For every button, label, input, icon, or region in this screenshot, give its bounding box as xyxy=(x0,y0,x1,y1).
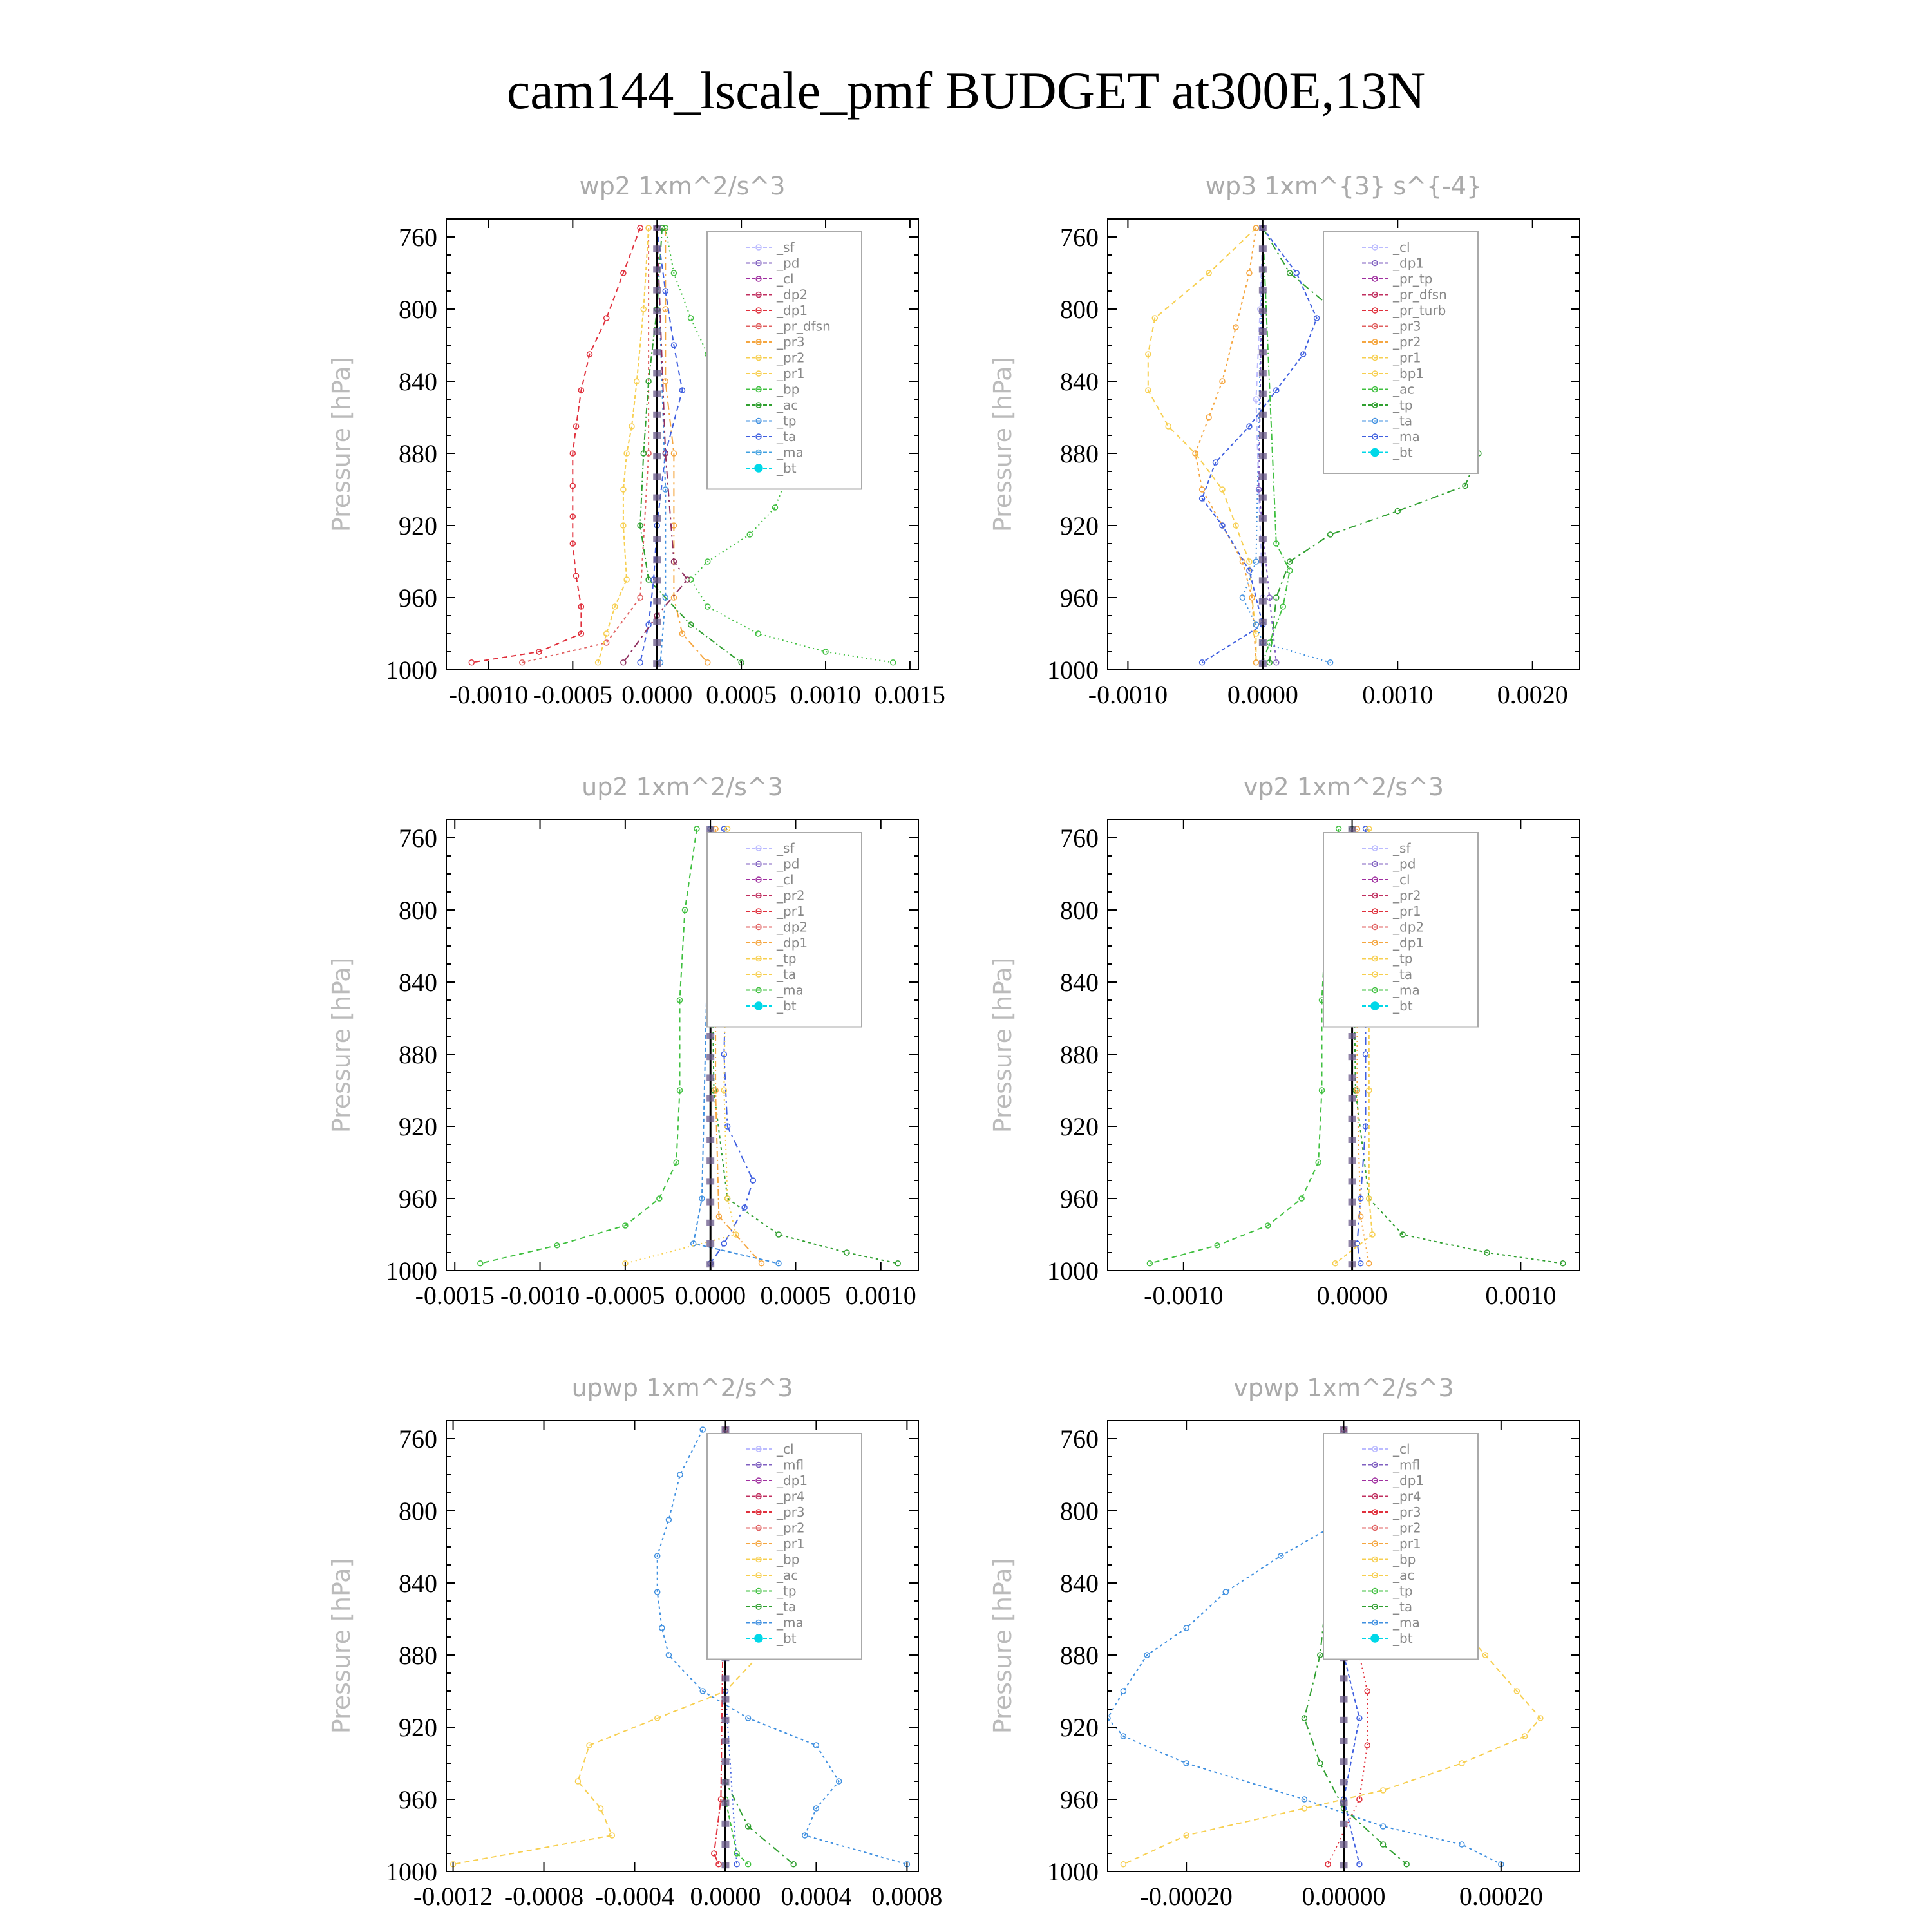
legend-label: _ma xyxy=(1393,429,1420,444)
legend-label: _pr2 xyxy=(1393,334,1421,350)
zero-marker xyxy=(721,1717,729,1723)
legend-label: _tp xyxy=(777,413,797,429)
legend-label: _bt xyxy=(1393,998,1413,1014)
y-tick-label: 760 xyxy=(399,824,437,853)
zero-marker xyxy=(1340,1717,1348,1723)
legend-label: _pd xyxy=(1393,856,1416,872)
legend-label: _pr1 xyxy=(1393,350,1421,366)
legend xyxy=(1323,1434,1478,1660)
y-tick-label: 760 xyxy=(1060,1425,1099,1454)
legend-label: _ac xyxy=(1393,381,1415,397)
panel-title: wp2 1xm^2/s^3 xyxy=(579,172,786,200)
zero-marker xyxy=(1340,1779,1348,1785)
legend-label: _dp1 xyxy=(777,303,808,318)
legend-marker xyxy=(1371,449,1379,457)
x-tick-label: 0.0000 xyxy=(1316,1281,1388,1310)
y-tick-label: 880 xyxy=(399,439,437,468)
legend xyxy=(707,1434,862,1660)
legend-label: _pr1 xyxy=(777,904,805,919)
legend-label: _bp xyxy=(1393,1551,1416,1567)
y-tick-label: 880 xyxy=(1060,439,1099,468)
y-tick-label: 880 xyxy=(399,1040,437,1069)
legend-label: _mfl xyxy=(777,1457,804,1473)
legend-label: _dp1 xyxy=(777,1473,808,1488)
legend-label: _ta xyxy=(1393,967,1413,982)
zero-marker xyxy=(1259,391,1267,397)
zero-marker xyxy=(706,1178,714,1184)
y-tick-label: 960 xyxy=(399,1184,437,1213)
zero-marker xyxy=(1349,1054,1356,1060)
zero-marker xyxy=(653,536,661,542)
x-tick-label: -0.0010 xyxy=(1144,1281,1224,1310)
legend-label: _tp xyxy=(1393,1583,1413,1599)
y-tick-label: 840 xyxy=(399,968,437,997)
y-tick-label: 920 xyxy=(399,1713,437,1742)
zero-marker xyxy=(653,515,661,522)
y-axis-label: Pressure [hPa] xyxy=(327,957,355,1133)
zero-marker xyxy=(706,1240,714,1247)
x-tick-label: 0.0005 xyxy=(760,1281,831,1310)
legend-label: _cl xyxy=(1393,1441,1410,1457)
zero-marker xyxy=(1340,1800,1348,1806)
legend xyxy=(707,232,862,489)
zero-marker xyxy=(1259,577,1267,583)
legend-label: _tp xyxy=(777,951,797,967)
y-tick-label: 960 xyxy=(399,583,437,612)
legend-label: _pr1 xyxy=(1393,1536,1421,1551)
legend-label: _pr2 xyxy=(777,1520,805,1536)
legend-label: _pr2 xyxy=(1393,1520,1421,1536)
y-axis-label: Pressure [hPa] xyxy=(327,356,355,533)
zero-marker xyxy=(1259,328,1267,335)
legend-label: _pr_turb xyxy=(1393,303,1446,318)
legend-label: _cl xyxy=(777,1441,794,1457)
legend-label: _pr3 xyxy=(1393,318,1421,334)
legend-marker xyxy=(1371,1002,1379,1010)
y-axis-label: Pressure [hPa] xyxy=(327,1558,355,1734)
x-tick-label: 0.00000 xyxy=(1302,1882,1386,1911)
zero-marker xyxy=(653,245,661,252)
legend-label: _dp1 xyxy=(1393,255,1425,271)
legend-label: _bt xyxy=(1393,444,1413,460)
legend-label: _pr3 xyxy=(777,334,805,350)
zero-marker xyxy=(1259,495,1267,501)
legend-label: _pr1 xyxy=(1393,904,1421,919)
legend-marker xyxy=(755,464,762,472)
legend-label: _cl xyxy=(1393,872,1410,887)
panel-title: vp2 1xm^2/s^3 xyxy=(1243,773,1444,801)
legend-label: _dp2 xyxy=(777,919,808,935)
zero-marker xyxy=(653,453,661,459)
legend-label: _bp xyxy=(777,1551,800,1567)
x-tick-label: -0.0010 xyxy=(1088,680,1168,709)
x-tick-label: 0.0000 xyxy=(1227,680,1298,709)
legend-label: _ta xyxy=(777,1599,797,1615)
zero-marker xyxy=(653,473,661,480)
zero-marker xyxy=(653,266,661,272)
y-tick-label: 760 xyxy=(399,223,437,252)
zero-marker xyxy=(653,619,661,625)
legend-label: _bt xyxy=(777,998,797,1014)
zero-marker xyxy=(706,1199,714,1206)
zero-marker xyxy=(721,1675,729,1681)
legend-label: _ma xyxy=(777,982,804,998)
x-tick-label: 0.00020 xyxy=(1459,1882,1543,1911)
zero-marker xyxy=(653,577,661,583)
legend xyxy=(1323,232,1478,473)
y-tick-label: 800 xyxy=(1060,295,1099,324)
y-tick-label: 760 xyxy=(1060,223,1099,252)
y-tick-label: 840 xyxy=(1060,1569,1099,1598)
legend-marker xyxy=(1371,1634,1379,1642)
zero-marker xyxy=(653,412,661,418)
zero-marker xyxy=(721,1841,729,1848)
legend-label: _dp2 xyxy=(1393,919,1425,935)
legend-label: _bt xyxy=(777,1631,797,1646)
y-tick-label: 800 xyxy=(399,896,437,925)
zero-marker xyxy=(1340,1841,1348,1848)
zero-marker xyxy=(1349,1137,1356,1143)
x-tick-label: -0.0005 xyxy=(533,680,613,709)
x-tick-label: 0.0004 xyxy=(781,1882,852,1911)
legend-label: _dp1 xyxy=(1393,1473,1425,1488)
legend-label: _ta xyxy=(1393,413,1413,429)
zero-marker xyxy=(1259,412,1267,418)
zero-marker xyxy=(1340,1696,1348,1703)
legend-label: _pr3 xyxy=(777,1504,805,1520)
legend-label: _pr_dfsn xyxy=(777,318,831,334)
zero-marker xyxy=(653,432,661,439)
zero-marker xyxy=(706,1116,714,1122)
legend-label: _pr4 xyxy=(777,1488,805,1504)
zero-marker xyxy=(706,1095,714,1102)
legend-label: _pr2 xyxy=(777,887,805,904)
y-tick-label: 800 xyxy=(399,1497,437,1526)
y-tick-label: 840 xyxy=(399,367,437,396)
legend-label: _sf xyxy=(777,240,795,255)
y-tick-label: 880 xyxy=(1060,1641,1099,1670)
legend-label: _bp xyxy=(777,381,800,397)
y-tick-label: 1000 xyxy=(1047,656,1099,685)
legend-label: _tp xyxy=(777,1583,797,1599)
legend-label: _ma xyxy=(1393,1615,1420,1631)
panel-title: upwp 1xm^2/s^3 xyxy=(571,1374,793,1402)
legend-label: _cl xyxy=(777,872,794,887)
legend xyxy=(707,833,862,1027)
zero-marker xyxy=(1349,1095,1356,1102)
y-tick-label: 920 xyxy=(399,511,437,540)
legend-label: _dp1 xyxy=(1393,935,1425,951)
zero-marker xyxy=(653,495,661,501)
y-tick-label: 840 xyxy=(1060,968,1099,997)
y-tick-label: 760 xyxy=(399,1425,437,1454)
y-tick-label: 920 xyxy=(1060,511,1099,540)
legend-label: _pr1 xyxy=(777,1536,805,1551)
zero-marker xyxy=(653,349,661,355)
zero-marker xyxy=(1349,1074,1356,1081)
legend-label: _ta xyxy=(777,967,797,982)
zero-marker xyxy=(653,308,661,314)
x-tick-label: 0.0000 xyxy=(621,680,693,709)
x-tick-label: 0.0000 xyxy=(690,1882,761,1911)
y-tick-label: 840 xyxy=(399,1569,437,1598)
legend-label: _pr_tp xyxy=(1393,271,1433,287)
y-tick-label: 800 xyxy=(399,295,437,324)
zero-marker xyxy=(653,598,661,605)
zero-marker xyxy=(1259,287,1267,294)
zero-marker xyxy=(1259,536,1267,542)
zero-marker xyxy=(653,639,661,646)
y-tick-label: 800 xyxy=(1060,896,1099,925)
legend-label: _pr_dfsn xyxy=(1393,287,1447,303)
legend-marker xyxy=(755,1002,762,1010)
legend-label: _ma xyxy=(1393,982,1420,998)
legend-label: _sf xyxy=(777,840,795,856)
zero-marker xyxy=(1349,1240,1356,1247)
zero-marker xyxy=(1259,432,1267,439)
zero-marker xyxy=(653,287,661,294)
y-tick-label: 1000 xyxy=(386,1256,437,1285)
x-tick-label: 0.0015 xyxy=(874,680,945,709)
x-tick-label: 0.0010 xyxy=(1362,680,1434,709)
zero-marker xyxy=(1259,245,1267,252)
x-tick-label: -0.0008 xyxy=(504,1882,584,1911)
zero-marker xyxy=(721,1800,729,1806)
legend-label: _sf xyxy=(1393,840,1411,856)
zero-marker xyxy=(653,370,661,376)
x-tick-label: 0.0010 xyxy=(790,680,862,709)
y-tick-label: 960 xyxy=(1060,1184,1099,1213)
y-tick-label: 920 xyxy=(1060,1112,1099,1141)
legend-label: _tp xyxy=(1393,951,1413,967)
legend-label: _pr2 xyxy=(1393,887,1421,904)
zero-marker xyxy=(706,1033,714,1039)
panel-title: up2 1xm^2/s^3 xyxy=(582,773,783,801)
x-tick-label: -0.0012 xyxy=(413,1882,493,1911)
legend-label: _pd xyxy=(777,856,800,872)
legend-label: _pd xyxy=(777,255,800,271)
y-tick-label: 1000 xyxy=(386,1857,437,1886)
legend-label: _ac xyxy=(1393,1567,1415,1583)
zero-marker xyxy=(1340,1821,1348,1827)
legend xyxy=(1323,833,1478,1027)
y-tick-label: 760 xyxy=(1060,824,1099,853)
legend-label: _ac xyxy=(777,1567,799,1583)
legend-label: _ta xyxy=(1393,1599,1413,1615)
y-tick-label: 1000 xyxy=(1047,1857,1099,1886)
x-tick-label: 0.0000 xyxy=(675,1281,746,1310)
panel-title: wp3 1xm^{3} s^{-4} xyxy=(1205,172,1482,200)
legend-label: _pr1 xyxy=(777,366,805,381)
figure-title: cam144_lscale_pmf BUDGET at300E,13N xyxy=(506,61,1426,120)
zero-marker xyxy=(1259,639,1267,646)
zero-marker xyxy=(1349,1033,1356,1039)
zero-marker xyxy=(1259,370,1267,376)
y-axis-label: Pressure [hPa] xyxy=(989,957,1017,1133)
zero-marker xyxy=(1340,1675,1348,1681)
zero-marker xyxy=(721,1696,729,1703)
legend-label: _ma xyxy=(777,444,804,460)
x-tick-label: 0.0008 xyxy=(871,1882,943,1911)
legend-label: _cl xyxy=(1393,240,1410,255)
y-tick-label: 880 xyxy=(399,1641,437,1670)
x-tick-label: 0.0010 xyxy=(1485,1281,1557,1310)
zero-marker xyxy=(1259,619,1267,625)
legend-label: _bt xyxy=(777,460,797,476)
x-tick-label: -0.00020 xyxy=(1140,1882,1233,1911)
x-tick-label: -0.0010 xyxy=(500,1281,580,1310)
y-tick-label: 920 xyxy=(1060,1713,1099,1742)
y-tick-label: 880 xyxy=(1060,1040,1099,1069)
y-tick-label: 1000 xyxy=(386,656,437,685)
legend-marker xyxy=(755,1634,762,1642)
legend-label: _dp2 xyxy=(777,287,808,303)
zero-marker xyxy=(1349,1178,1356,1184)
legend-label: _ta xyxy=(777,429,797,444)
x-tick-label: -0.0015 xyxy=(415,1281,495,1310)
y-axis-label: Pressure [hPa] xyxy=(989,1558,1017,1734)
zero-marker xyxy=(706,1220,714,1226)
panel-title: vpwp 1xm^2/s^3 xyxy=(1233,1374,1454,1402)
x-tick-label: -0.0005 xyxy=(585,1281,665,1310)
zero-marker xyxy=(706,1157,714,1164)
x-tick-label: 0.0020 xyxy=(1497,680,1568,709)
legend-label: _tp xyxy=(1393,397,1413,413)
y-tick-label: 800 xyxy=(1060,1497,1099,1526)
legend-label: _pr4 xyxy=(1393,1488,1421,1504)
zero-marker xyxy=(706,1074,714,1081)
zero-marker xyxy=(1340,1738,1348,1744)
y-tick-label: 920 xyxy=(399,1112,437,1141)
zero-marker xyxy=(1349,1157,1356,1164)
legend-label: _ac xyxy=(777,397,799,413)
y-tick-label: 1000 xyxy=(1047,1256,1099,1285)
legend-label: _cl xyxy=(777,271,794,287)
zero-marker xyxy=(706,1137,714,1143)
x-tick-label: 0.0010 xyxy=(845,1281,916,1310)
y-tick-label: 960 xyxy=(1060,1785,1099,1814)
zero-marker xyxy=(1259,556,1267,563)
x-tick-label: -0.0010 xyxy=(448,680,529,709)
legend-label: _bt xyxy=(1393,1631,1413,1646)
x-tick-label: 0.0005 xyxy=(706,680,777,709)
zero-marker xyxy=(1259,308,1267,314)
zero-marker xyxy=(653,391,661,397)
zero-marker xyxy=(1349,1220,1356,1226)
zero-marker xyxy=(721,1821,729,1827)
y-tick-label: 960 xyxy=(1060,583,1099,612)
legend-label: _mfl xyxy=(1393,1457,1421,1473)
legend-label: _ma xyxy=(777,1615,804,1631)
legend-label: _bp1 xyxy=(1393,366,1425,381)
zero-marker xyxy=(1259,453,1267,459)
y-tick-label: 960 xyxy=(399,1785,437,1814)
y-tick-label: 840 xyxy=(1060,367,1099,396)
zero-marker xyxy=(1349,1199,1356,1206)
y-axis-label: Pressure [hPa] xyxy=(989,356,1017,533)
legend-label: _pr2 xyxy=(777,350,805,366)
zero-marker xyxy=(706,1054,714,1060)
x-tick-label: -0.0004 xyxy=(594,1882,675,1911)
zero-marker xyxy=(1259,515,1267,522)
zero-marker xyxy=(721,1779,729,1785)
zero-marker xyxy=(1259,349,1267,355)
zero-marker xyxy=(653,328,661,335)
zero-marker xyxy=(1259,473,1267,480)
zero-marker xyxy=(1340,1758,1348,1765)
legend-label: _pr3 xyxy=(1393,1504,1421,1520)
zero-marker xyxy=(1349,1116,1356,1122)
zero-marker xyxy=(721,1738,729,1744)
zero-marker xyxy=(653,556,661,563)
zero-marker xyxy=(1259,266,1267,272)
zero-marker xyxy=(1259,598,1267,605)
zero-marker xyxy=(721,1758,729,1765)
legend-label: _dp1 xyxy=(777,935,808,951)
